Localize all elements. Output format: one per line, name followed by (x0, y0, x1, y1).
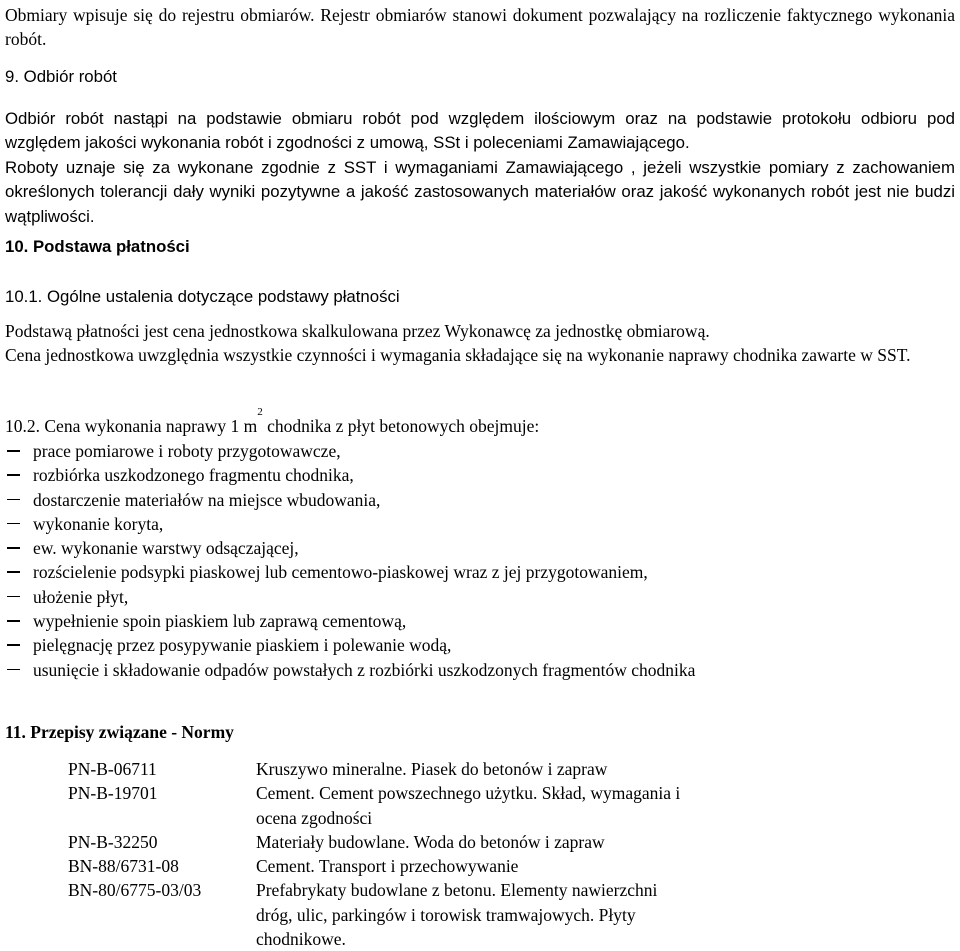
norm-description-line: dróg, ulic, parkingów i torowisk tramwajowych. Płyty (256, 904, 636, 925)
norm-description (256, 830, 776, 854)
list-item-text: wykonanie koryta, (33, 513, 164, 534)
norm-description-line: ocena zgodności (256, 807, 373, 828)
table-row (68, 854, 776, 878)
norm-description-line: Cement. Transport i przechowywanie (256, 856, 519, 877)
payment-items-list (5, 439, 695, 682)
section-10-1-heading: 10.1. Ogólne ustalenia dotyczące podstawy płatności (5, 287, 400, 306)
norm-code: PN-B-06711 (68, 759, 157, 779)
norm-description (256, 854, 776, 878)
norm-description-line: Materiały budowlane. Woda do betonów i zapraw (256, 831, 605, 852)
section-10-1-paragraph-2: Cena jednostkowa uwzględnia wszystkie czynności i wymagania składające się na wykonanie naprawy chodnika zawarte w SST. (5, 345, 911, 365)
norm-description (256, 878, 776, 951)
list-item (5, 585, 695, 609)
list-item-text: ułożenie płyt, (33, 586, 129, 607)
norm-code: PN-B-19701 (68, 783, 158, 804)
list-item (5, 512, 695, 536)
section-11-heading: 11. Przepisy związane - Normy (5, 722, 234, 742)
norm-description-line: chodnikowe. (256, 929, 346, 950)
list-item-text: rozścielenie podsypki piaskowej lub cementowo-piaskowej wraz z jej przygotowaniem, (33, 562, 648, 583)
list-item (5, 560, 695, 584)
list-item-text: pielęgnację przez posypywanie piaskiem i polewanie wodą, (33, 635, 452, 656)
norm-description (256, 781, 776, 830)
section-9-paragraph-2: Roboty uznaje się za wykonane zgodnie z SST i wymaganiami Zamawiającego , jeżeli wszystkie pomiary z zachowaniem określonych tolerancji dały wyniki pozytywne a jakość zastosowanych materiałów oraz jakość wykonanych robót jest nie budzi wątpliwości. (5, 158, 955, 226)
list-item (5, 609, 695, 633)
section-9-paragraph-1: Odbiór robót nastąpi na podstawie obmiaru robót pod względem ilościowym oraz na podstawie protokołu odbioru pod względem jakości wykonania robót i zgodności z umową, SSt i poleceniami Zamawiającego. (5, 109, 955, 153)
table-row (68, 830, 776, 854)
dash-bullet-icon (7, 450, 20, 452)
table-row (68, 781, 776, 830)
intro-paragraph: Obmiary wpisuje się do rejestru obmiarów. Rejestr obmiarów stanowi dokument pozwalający na rozliczenie faktycznego wykonania robót. (5, 5, 955, 50)
section-10-heading: 10. Podstawa płatności (5, 237, 190, 256)
table-row (68, 878, 776, 951)
list-item-text: usunięcie i składowanie odpadów powstałych z rozbiórki uszkodzonych fragmentów chodnika (33, 659, 696, 680)
section-9-heading: 9. Odbiór robót (5, 67, 117, 86)
list-item-text: wypełnienie spoin piaskiem lub zaprawą cementową, (33, 611, 407, 632)
dash-bullet-icon (7, 596, 20, 598)
norm-description-line: Kruszywo mineralne. Piasek do betonów i zapraw (256, 759, 608, 779)
list-item-text: rozbiórka uszkodzonego fragmentu chodnika, (33, 465, 354, 486)
dash-bullet-icon (7, 571, 20, 573)
norm-description-line: Prefabrykaty budowlane z betonu. Elementy nawierzchni (256, 880, 658, 901)
superscript-2: 2 (257, 406, 263, 418)
list-item (5, 658, 695, 682)
list-item (5, 633, 695, 657)
dash-bullet-icon (7, 620, 20, 622)
norm-description (256, 757, 776, 781)
list-item (5, 488, 695, 512)
section-10-2-heading (5, 406, 540, 438)
norms-table (68, 757, 776, 951)
section-10-1-paragraph-1: Podstawą płatności jest cena jednostkowa skalkulowana przez Wykonawcę za jednostkę obmiarową. (5, 321, 710, 341)
dash-bullet-icon (7, 547, 20, 549)
list-item-text: prace pomiarowe i roboty przygotowawcze, (33, 441, 341, 461)
dash-bullet-icon (7, 474, 20, 476)
section-10-2-heading-text-end: chodnika z płyt betonowych obejmuje: (262, 416, 540, 436)
norm-code: PN-B-32250 (68, 831, 158, 852)
list-item (5, 439, 695, 463)
table-row (68, 757, 776, 781)
dash-bullet-icon (7, 669, 20, 671)
dash-bullet-icon (7, 523, 20, 525)
norm-code: BN-80/6775-03/03 (68, 880, 202, 901)
norm-code: BN-88/6731-08 (68, 856, 179, 877)
norm-description-line: Cement. Cement powszechnego użytku. Skład, wymagania i (256, 783, 681, 804)
list-item (5, 536, 695, 560)
list-item-text: dostarczenie materiałów na miejsce wbudowania, (33, 489, 381, 510)
dash-bullet-icon (7, 644, 20, 646)
list-item (5, 463, 695, 487)
section-10-2-heading-text: 10.2. Cena wykonania naprawy 1 m (5, 416, 258, 436)
dash-bullet-icon (7, 499, 20, 501)
list-item-text: ew. wykonanie warstwy odsączającej, (33, 538, 299, 559)
